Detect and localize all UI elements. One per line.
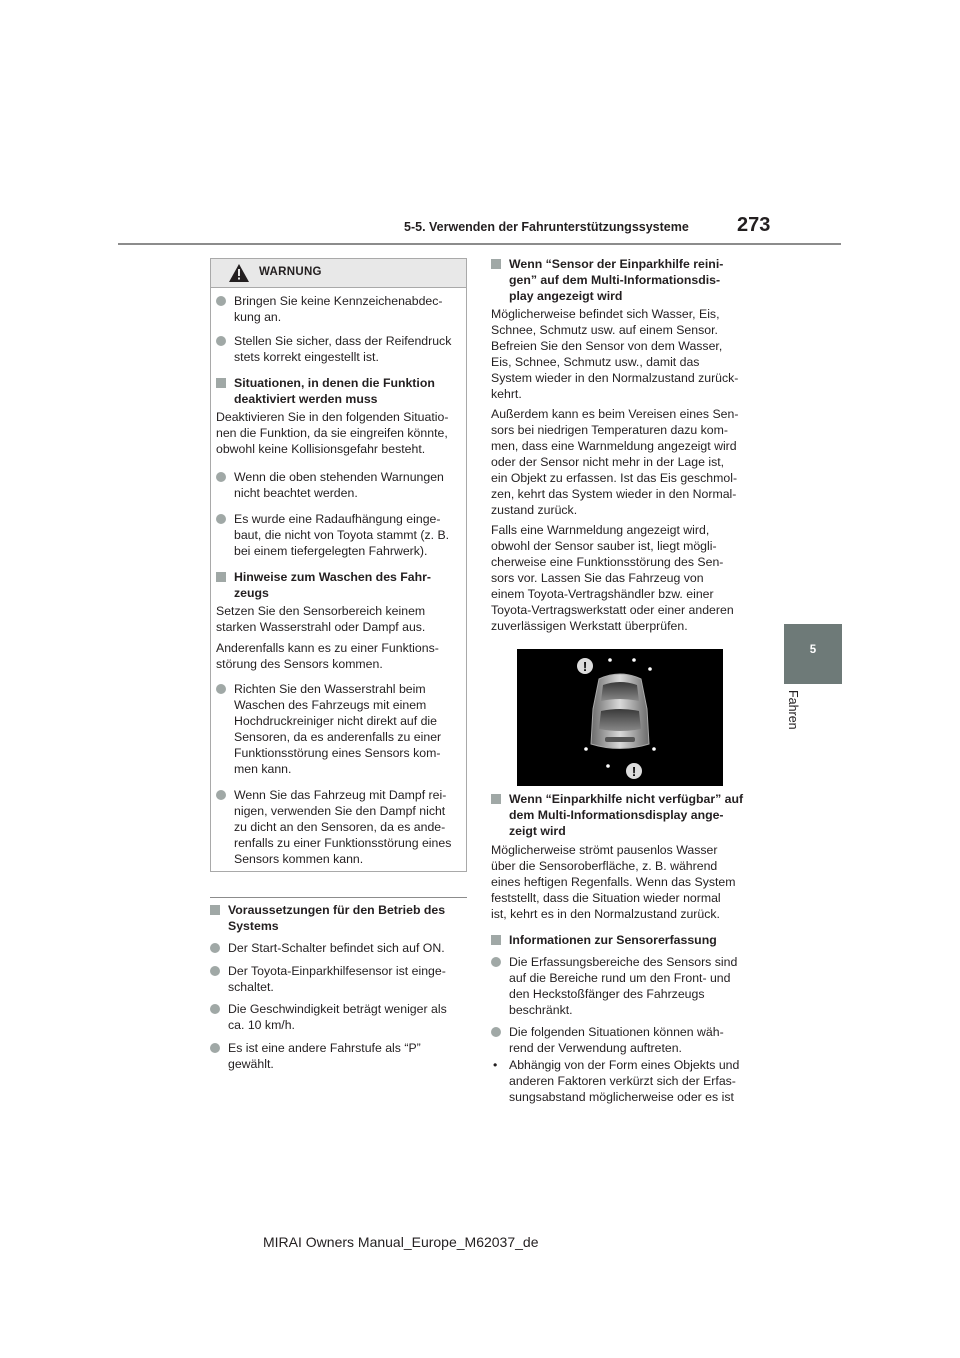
warning-bullet-plate: Bringen Sie keine Kennzeichenabdec- kung an. bbox=[216, 293, 464, 325]
bullet-dot bbox=[491, 1027, 501, 1037]
header-rule bbox=[118, 243, 841, 245]
warning-triangle-icon bbox=[228, 263, 250, 283]
warning-paragraph-malfunction: Anderenfalls kann es zu einer Funktions- störung des Sensors kommen. bbox=[216, 641, 439, 671]
warning-title: WARNUNG bbox=[259, 266, 322, 278]
heading-clean-sensor: Wenn “Sensor der Einparkhilfe reini- gen” auf dem Multi-Informationsdis- play angezeigt wird bbox=[491, 256, 753, 304]
chapter-number: 5 bbox=[809, 644, 817, 656]
chapter-name-label bbox=[786, 690, 806, 750]
warning-header bbox=[211, 259, 466, 288]
chapter-tab[interactable] bbox=[784, 624, 842, 684]
paragraph-icing: Außerdem kann es beim Vereisen eines Sen- sors bei niedrigen Temperaturen dazu kom- men, dass eine Warnmeldung angezeigt wird oder der Sensor nicht mehr in der Lage ist, ein Objekt zu erfassen. Ist das Eis geschmol- zen, kehrt das System wieder in den Normal- zustand zurück. bbox=[491, 407, 739, 517]
heading-square bbox=[491, 259, 501, 269]
paragraph-clean-sensor: Möglicherweise befindet sich Wasser, Eis, Schnee, Schmutz usw. auf einem Sensor. Befreien Sie den Sensor von dem Wasser, Eis, Schnee, Schmutz usw., damit das System wieder in den Normalzustand zurück- kehrt. bbox=[491, 307, 739, 401]
bullet-dot bbox=[210, 1004, 220, 1014]
svg-text:!: ! bbox=[631, 764, 637, 779]
warning-heading-deactivate: Situationen, in denen die Funktion deaktiviert werden muss bbox=[216, 375, 464, 407]
warning-bullet-tire-pressure: Stellen Sie sicher, dass der Reifendruck stets korrekt eingestellt ist. bbox=[216, 333, 464, 365]
warning-bullet-steam-cleaning: Wenn Sie das Fahrzeug mit Dampf rei- nigen, verwenden Sie den Dampf nicht zu dicht an den Sensoren, da es ande- renfalls zu einer Funktionsstörung eines Sensors kommen kann. bbox=[216, 787, 464, 867]
warning-bullet-suspension: Es wurde eine Radaufhängung einge- baut, die nicht von Toyota stammt (z. B. bei einem tiefergelegten Fahrwerk). bbox=[216, 511, 464, 559]
rear-alert-icon bbox=[626, 763, 642, 779]
warning-bullet-ignored: Wenn die oben stehenden Warnungen nicht beachtet werden. bbox=[216, 469, 464, 501]
bullet-dot bbox=[491, 957, 501, 967]
bullet-dot bbox=[210, 966, 220, 976]
bullet-situations: Die folgenden Situationen können wäh- rend der Verwendung auftreten. bbox=[491, 1024, 753, 1056]
bullet-dot bbox=[216, 296, 226, 306]
heading-operating-conditions: Voraussetzungen für den Betrieb des Systems bbox=[210, 902, 468, 934]
section-title: 5-5. Verwenden der Fahrunterstützungssysteme bbox=[404, 220, 689, 234]
bullet-dot bbox=[216, 514, 226, 524]
bullet-speed: Die Geschwindigkeit beträgt weniger als ca. 10 km/h. bbox=[210, 1001, 468, 1033]
heading-sensor-detection: Informationen zur Sensorerfassung bbox=[491, 932, 753, 948]
heading-square bbox=[216, 572, 226, 582]
bullet-gear: Es ist eine andere Fahrstufe als “P” gewählt. bbox=[210, 1040, 468, 1072]
sub-bullet-mark: • bbox=[493, 1058, 498, 1072]
multi-information-display bbox=[517, 649, 723, 786]
bullet-dot bbox=[210, 1043, 220, 1053]
bullet-dot bbox=[216, 472, 226, 482]
heading-square bbox=[210, 905, 220, 915]
paragraph-malfunction: Falls eine Warnmeldung angezeigt wird, obwohl der Sensor sauber ist, liegt mögli- cherweise eine Funktionsstörung des Sen- sors vor. Lassen Sie das Fahrzeug von einem Toyota-Vertragshändler bzw. einer Toyota-Vertragswerkstatt oder einer anderen zuverlässigen Werkstatt überprüfen. bbox=[491, 523, 734, 633]
page-number: 273 bbox=[737, 214, 771, 236]
bullet-dot bbox=[216, 790, 226, 800]
bullet-dot bbox=[210, 943, 220, 953]
paragraph-heavy-rain: Möglicherweise strömt pausenlos Wasser über die Sensoroberfläche, z. B. während eines heftigen Regenfalls. Wenn das System feststellt, dass die Situation wieder normal ist, kehrt es in den Normalzustand zurück. bbox=[491, 843, 736, 921]
car-icon bbox=[591, 674, 649, 749]
bullet-detection-areas: Die Erfassungsbereiche des Sensors sind auf die Bereiche rund um den Front- und den Heckstoßfänger des Fahrzeugs beschränkt. bbox=[491, 954, 753, 1018]
heading-square bbox=[491, 935, 501, 945]
heading-square bbox=[491, 794, 501, 804]
front-alert-icon bbox=[577, 658, 593, 674]
warning-box bbox=[210, 258, 467, 872]
heading-square bbox=[216, 378, 226, 388]
section-divider bbox=[210, 897, 467, 898]
heading-parking-unavailable: Wenn “Einparkhilfe nicht verfügbar” auf dem Multi-Informationsdisplay ange- zeigt wird bbox=[491, 791, 753, 839]
bullet-sensor-on: Der Toyota-Einparkhilfesensor ist einge- schaltet. bbox=[210, 963, 468, 995]
warning-paragraph-deactivate: Deaktivieren Sie in den folgenden Situatio- nen die Funktion, da sie eingreifen könnte, obwohl keine Kollisionsgefahr besteht. bbox=[216, 410, 449, 456]
footer-manual-id: MIRAI Owners Manual_Europe_M62037_de bbox=[263, 1234, 539, 1250]
warning-bullet-pressure-washer: Richten Sie den Wasserstrahl beim Waschen des Fahrzeugs mit einem Hochdruckreiniger nicht direkt auf die Sensoren, da es anderenfalls zu einer Funktionsstörung eines Sensors kom- men kann. bbox=[216, 681, 464, 777]
warning-heading-washing: Hinweise zum Waschen des Fahr- zeugs bbox=[216, 569, 464, 601]
bullet-dot bbox=[216, 684, 226, 694]
chapter-name: Fahren bbox=[786, 690, 800, 730]
parking-sensor-illustration bbox=[517, 649, 723, 786]
bullet-start-switch: Der Start-Schalter befindet sich auf ON. bbox=[210, 940, 468, 956]
bullet-dot bbox=[216, 336, 226, 346]
sub-bullet-object-shape: • Abhängig von der Form eines Objekts und anderen Faktoren verkürzt sich der Erfas- sungsabstand möglicherweise oder es ist bbox=[493, 1058, 740, 1104]
svg-text:!: ! bbox=[582, 659, 588, 674]
warning-paragraph-steam: Setzen Sie den Sensorbereich keinem starken Wasserstrahl oder Dampf aus. bbox=[216, 604, 426, 634]
